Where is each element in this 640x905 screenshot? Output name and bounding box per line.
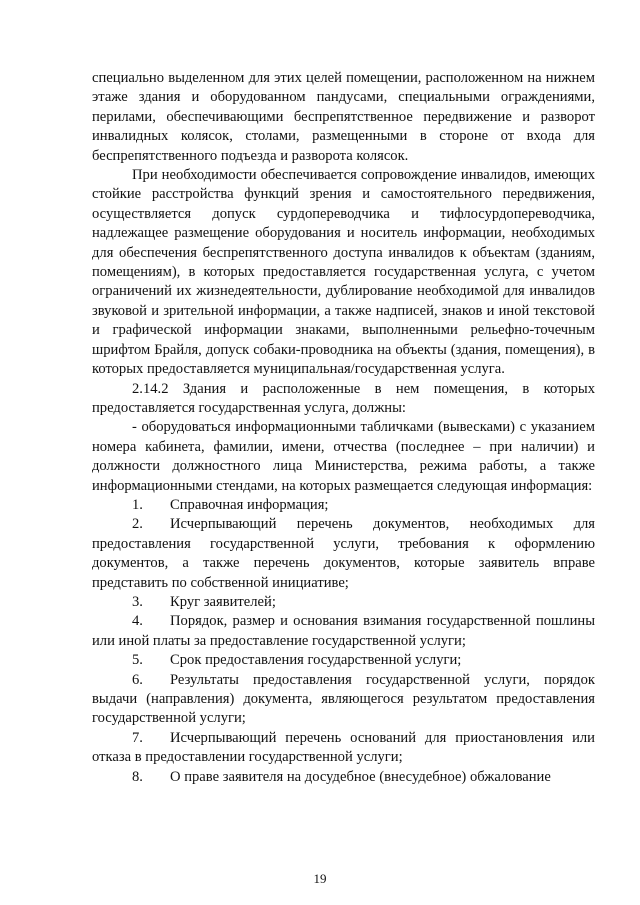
list-item-number: 6. — [132, 671, 143, 688]
list-item-number: 8. — [132, 768, 143, 785]
list-item-text: Справочная информация; — [170, 496, 329, 513]
list-item-text: Порядок, размер и основания взимания государственной пошлины или иной платы за предоставление государственной услуги; — [92, 613, 595, 649]
list-item-number: 1. — [132, 496, 143, 513]
list-item — [92, 651, 595, 670]
list-item — [92, 515, 595, 593]
list-item-number: 7. — [132, 729, 143, 746]
list-item — [92, 768, 595, 787]
list-item-number: 4. — [132, 613, 143, 630]
list-item-text: Результаты предоставления государственной услуги, порядок выдачи (направления) документа, являющегося результатом предоставления государственной услуги; — [92, 671, 595, 727]
list-item — [92, 729, 595, 768]
page-number: 19 — [313, 871, 327, 886]
list-item-text: Исчерпывающий перечень оснований для приостановления или отказа в предоставлении государственной услуги; — [92, 729, 595, 766]
list-item — [92, 612, 595, 651]
list-item-number: 2. — [132, 516, 143, 533]
list-item — [92, 671, 595, 729]
paragraph-continuation: специально выделенном для этих целей помещении, расположенном на нижнем этаже здания и оборудованном пандусами, специальными ограждениями, перилами, обеспечивающими беспрепятственное передвижение и разворот инвалидных колясок, столами, размещенными в стороне от входа для беспрепятственного подъезда и разворота колясок. — [92, 70, 595, 164]
paragraph-accessibility: При необходимости обеспечивается сопровождение инвалидов, имеющих стойкие расстройства функций зрения и самостоятельного передвижения, осуществляется допуск сурдопереводчика и тифлосурдопереводчика, надлежащее размещение оборудования и носитель информации, необходимых для обеспечения беспрепятственного доступа инвалидов к объектам (зданиям, помещениям), в которых предоставляется государственная услуга, с учетом ограничений их жизнедеятельности, дублирование необходимой для инвалидов звуковой и зрительной информации, а также надписей, знаков и иной текстовой и графической информации знаками, выполненными рельефно-точечным шрифтом Брайля, допуск собаки-проводника на объекты (здания, помещения), в которых предоставляется муниципальная/государственная услуга. — [92, 167, 595, 378]
list-item-number: 5. — [132, 652, 143, 669]
list-item-text: Исчерпывающий перечень документов, необходимых для предоставления государственной услуги, требования к оформлению документов, а также перечень документов, которые заявитель вправе представить по собственной инициативе; — [92, 516, 595, 591]
list-item-number: 3. — [132, 593, 143, 610]
paragraph-info-stands: - оборудоваться информационными табличками (вывесками) с указанием номера кабинета, фамилии, имени, отчества (последнее – при наличии) и должности должностного лица Министерства, режима работы, а также информационными стендами, на которых размещается следующая информация: — [92, 419, 595, 494]
paragraph-section-2-14-2: 2.14.2 Здания и расположенные в нем помещения, в которых предоставляется государственная услуга, должны: — [92, 380, 595, 416]
list-item-text: О праве заявителя на досудебное (внесудебное) обжалование — [170, 768, 551, 785]
list-item-text: Срок предоставления государственной услуги; — [170, 652, 462, 669]
list-item-text: Круг заявителей; — [170, 593, 276, 610]
information-list — [92, 496, 595, 787]
list-item — [92, 496, 595, 515]
list-item — [92, 593, 595, 612]
document-body — [92, 69, 595, 787]
